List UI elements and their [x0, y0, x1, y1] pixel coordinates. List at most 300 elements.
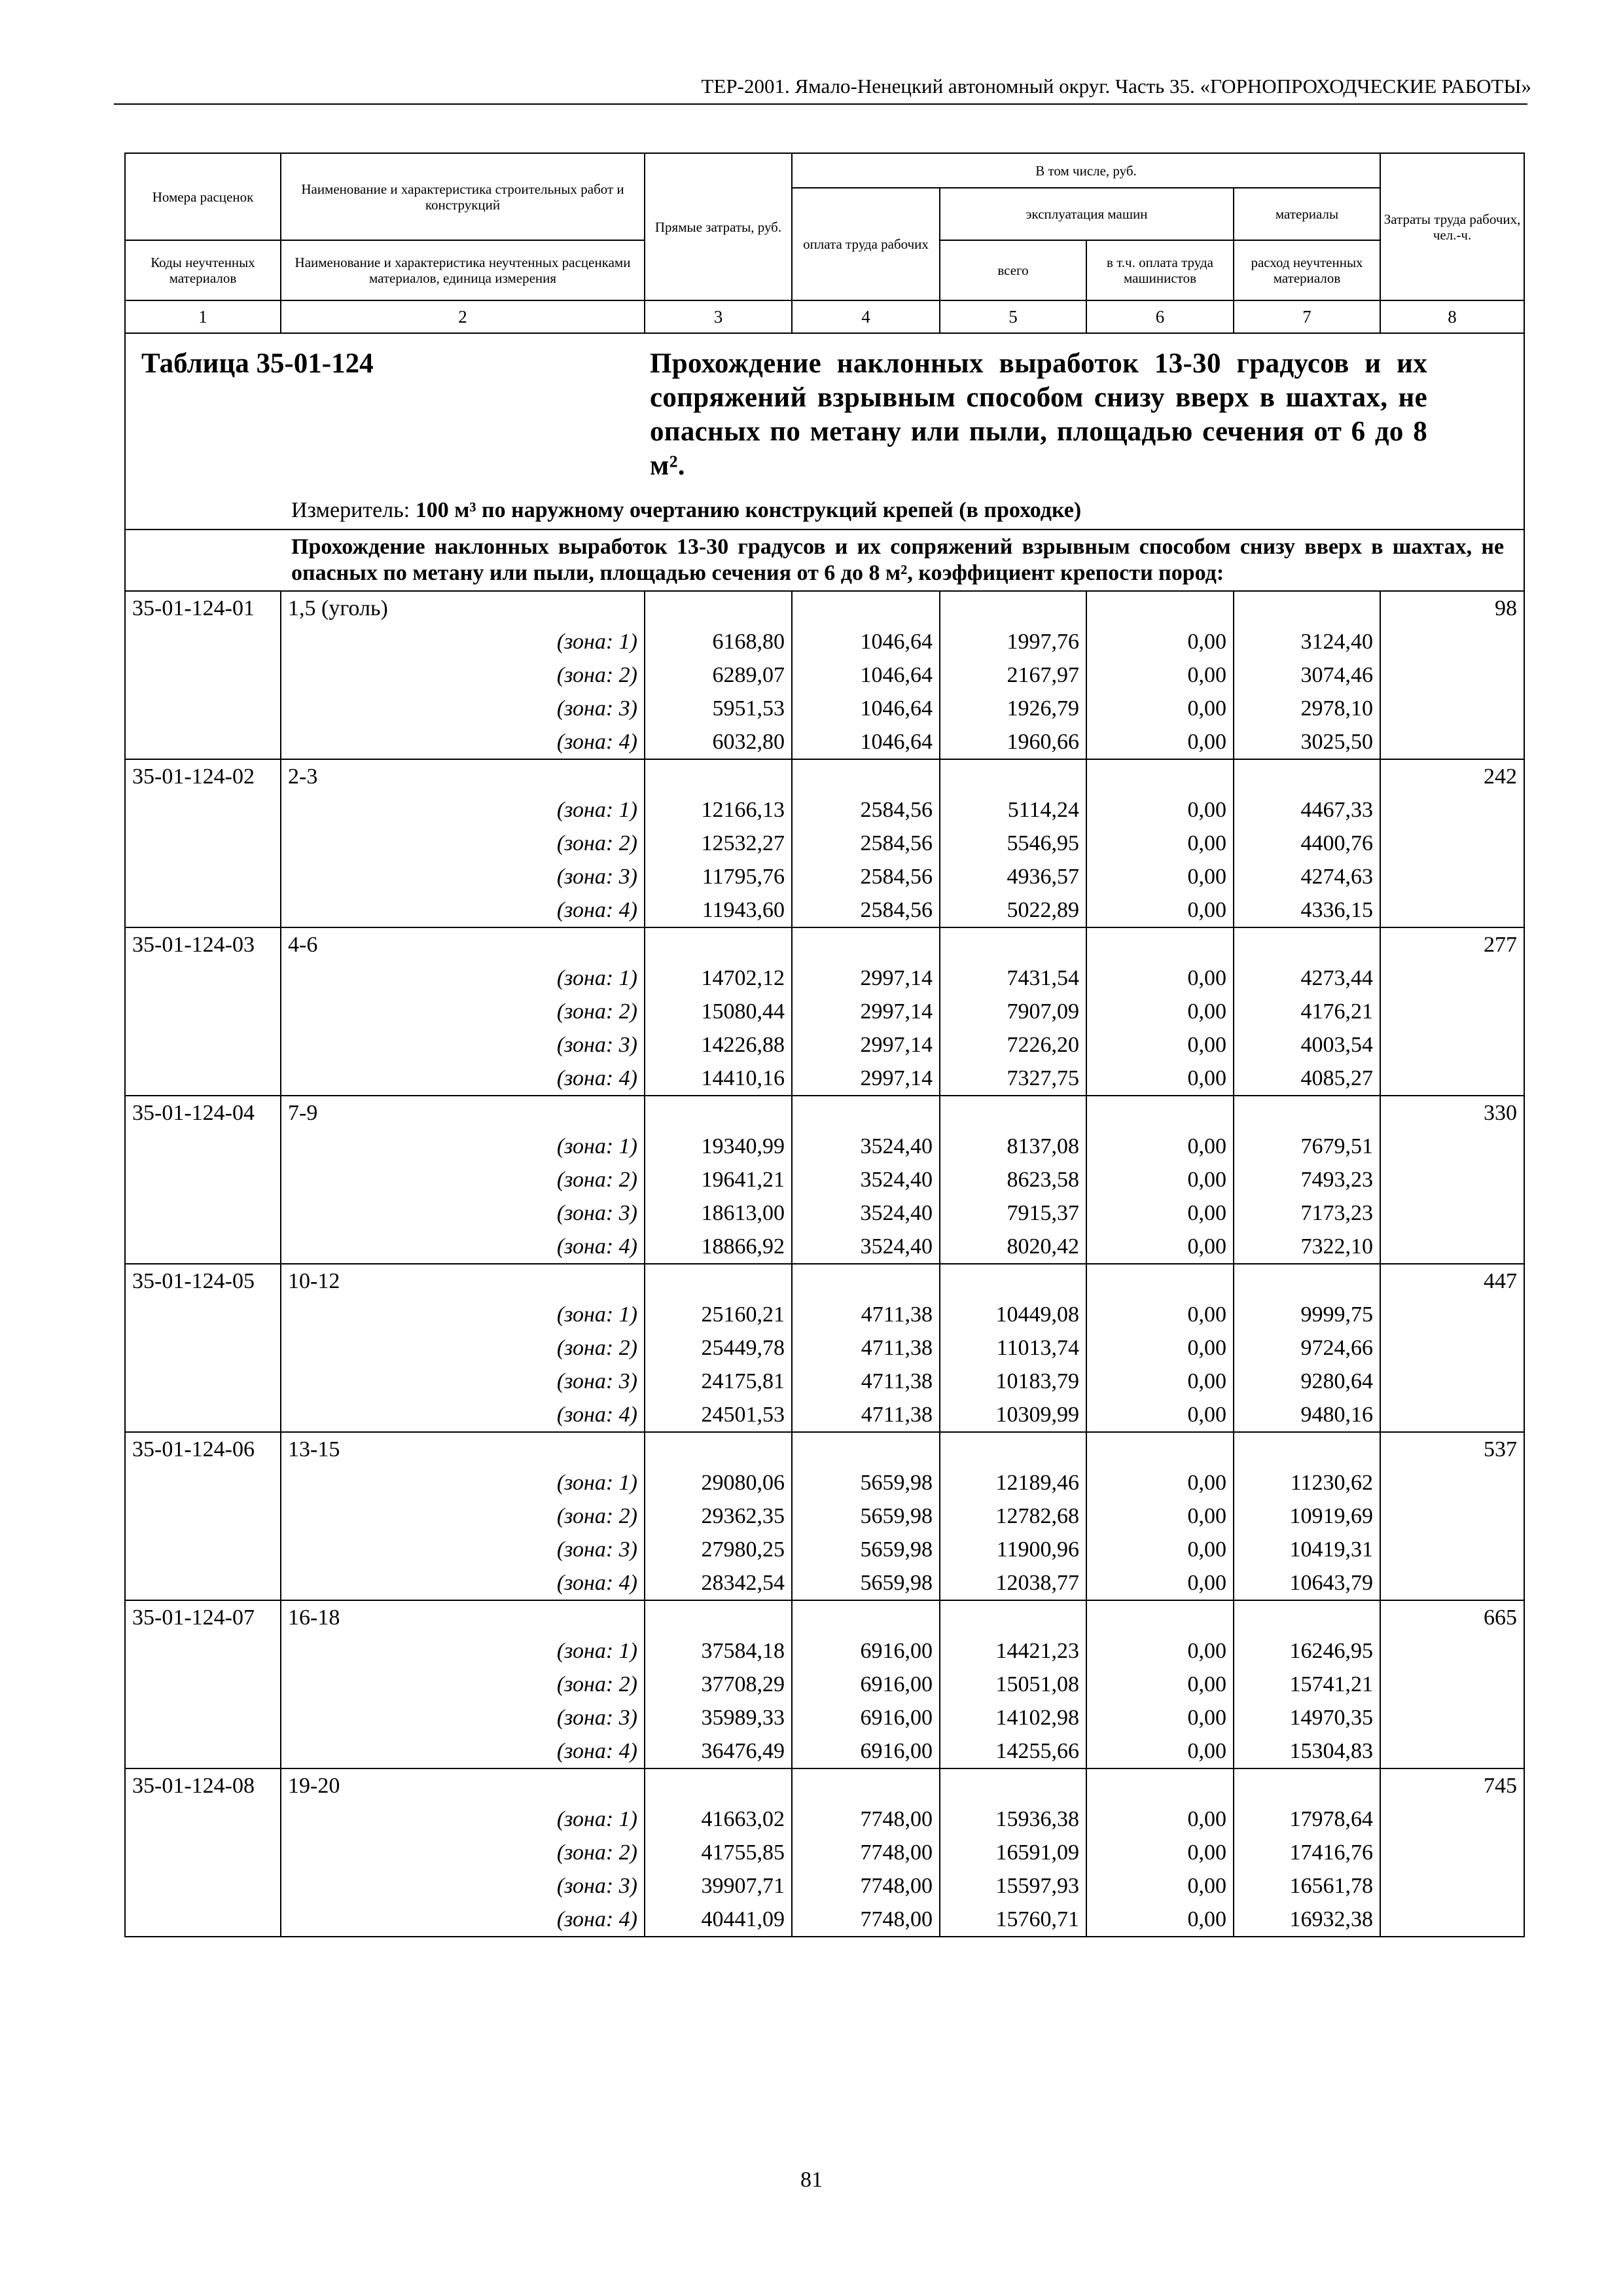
empty-cell	[125, 1533, 281, 1566]
zone-row	[125, 860, 1524, 893]
column-number: 6	[1086, 300, 1234, 333]
table-row	[125, 1096, 1524, 1130]
header-col8: Затраты труда рабочих, чел.-ч.	[1380, 153, 1524, 300]
worker-pay: 5659,98	[792, 1566, 940, 1600]
zone-label: (зона: 4)	[281, 1230, 645, 1264]
zone-row	[125, 1634, 1524, 1668]
header-materials: материалы	[1234, 188, 1380, 240]
machine-cost: 7915,37	[940, 1196, 1086, 1230]
worker-pay: 7748,00	[792, 1803, 940, 1836]
empty-cell	[125, 1196, 281, 1230]
section-subheading: Прохождение наклонных выработок 13-30 градусов и их сопряжений взрывным способом снизу вверх в шахтах, не опасных по метану или пыли, площадью сечения от 6 до 8 м², коэффициент крепости пород:	[125, 529, 1524, 591]
machinist-pay: 0,00	[1086, 1466, 1234, 1499]
machinist-pay: 0,00	[1086, 995, 1234, 1028]
empty-cell	[1380, 1196, 1524, 1230]
zone-label: (зона: 2)	[281, 1163, 645, 1196]
rate-name: 16-18	[281, 1600, 645, 1634]
zone-row	[125, 1903, 1524, 1937]
zone-row	[125, 1230, 1524, 1264]
machinist-pay: 0,00	[1086, 1566, 1234, 1600]
direct-cost: 14702,12	[645, 961, 792, 995]
empty-cell	[1380, 1230, 1524, 1264]
zone-row	[125, 1163, 1524, 1196]
table-row	[125, 1432, 1524, 1466]
empty-cell	[940, 1096, 1086, 1130]
worker-pay: 7748,00	[792, 1836, 940, 1869]
machine-cost: 12782,68	[940, 1499, 1086, 1533]
direct-cost: 28342,54	[645, 1566, 792, 1600]
empty-cell	[645, 759, 792, 793]
direct-cost: 40441,09	[645, 1903, 792, 1937]
machine-cost: 14102,98	[940, 1701, 1086, 1734]
worker-pay: 2584,56	[792, 827, 940, 860]
labor-cost: 277	[1380, 927, 1524, 961]
column-number: 7	[1234, 300, 1380, 333]
machine-cost: 2167,97	[940, 658, 1086, 692]
empty-cell	[1380, 1398, 1524, 1432]
direct-cost: 37584,18	[645, 1634, 792, 1668]
zone-row	[125, 1869, 1524, 1903]
machinist-pay: 0,00	[1086, 961, 1234, 995]
rate-name: 1,5 (уголь)	[281, 591, 645, 625]
machinist-pay: 0,00	[1086, 1499, 1234, 1533]
direct-cost: 19641,21	[645, 1163, 792, 1196]
zone-label: (зона: 4)	[281, 1734, 645, 1768]
direct-cost: 24175,81	[645, 1365, 792, 1398]
empty-cell	[1380, 1130, 1524, 1163]
empty-cell	[1380, 1734, 1524, 1768]
zone-row	[125, 1298, 1524, 1331]
machinist-pay: 0,00	[1086, 1298, 1234, 1331]
worker-pay: 3524,40	[792, 1130, 940, 1163]
zone-row	[125, 658, 1524, 692]
empty-cell	[125, 1869, 281, 1903]
rate-code: 35-01-124-07	[125, 1600, 281, 1634]
zone-label: (зона: 4)	[281, 1062, 645, 1096]
empty-cell	[125, 1634, 281, 1668]
empty-cell	[940, 1264, 1086, 1298]
empty-cell	[125, 658, 281, 692]
materials-cost: 4400,76	[1234, 827, 1380, 860]
empty-cell	[1234, 1432, 1380, 1466]
machine-cost: 12038,77	[940, 1566, 1086, 1600]
header-rule	[114, 103, 1527, 105]
empty-cell	[1380, 625, 1524, 658]
empty-cell	[1086, 591, 1234, 625]
empty-cell	[1380, 1365, 1524, 1398]
rates-table	[124, 152, 1525, 1937]
header-col7: расход неучтенных материалов	[1234, 240, 1380, 300]
empty-cell	[1380, 692, 1524, 725]
column-number: 5	[940, 300, 1086, 333]
direct-cost: 6032,80	[645, 725, 792, 759]
zone-label: (зона: 3)	[281, 692, 645, 725]
zone-label: (зона: 3)	[281, 1196, 645, 1230]
rate-code: 35-01-124-06	[125, 1432, 281, 1466]
header-col5: всего	[940, 240, 1086, 300]
empty-cell	[645, 1432, 792, 1466]
materials-cost: 3124,40	[1234, 625, 1380, 658]
labor-cost: 537	[1380, 1432, 1524, 1466]
rate-code: 35-01-124-04	[125, 1096, 281, 1130]
column-number: 8	[1380, 300, 1524, 333]
machine-cost: 5022,89	[940, 893, 1086, 927]
labor-cost: 447	[1380, 1264, 1524, 1298]
zone-label: (зона: 1)	[281, 961, 645, 995]
measure-line	[291, 496, 1081, 525]
worker-pay: 1046,64	[792, 692, 940, 725]
zone-row	[125, 827, 1524, 860]
header-col2-bottom: Наименование и характеристика неучтенных расценками материалов, единица измерения	[281, 240, 645, 300]
zone-label: (зона: 1)	[281, 1298, 645, 1331]
zone-label: (зона: 2)	[281, 1668, 645, 1701]
materials-cost: 11230,62	[1234, 1466, 1380, 1499]
worker-pay: 2997,14	[792, 961, 940, 995]
machine-cost: 16591,09	[940, 1836, 1086, 1869]
empty-cell	[125, 995, 281, 1028]
empty-cell	[645, 927, 792, 961]
materials-cost: 4273,44	[1234, 961, 1380, 995]
machinist-pay: 0,00	[1086, 625, 1234, 658]
empty-cell	[1380, 1466, 1524, 1499]
worker-pay: 5659,98	[792, 1499, 940, 1533]
zone-row	[125, 1398, 1524, 1432]
machine-cost: 14255,66	[940, 1734, 1086, 1768]
worker-pay: 1046,64	[792, 725, 940, 759]
header-col6: в т.ч. оплата труда машинистов	[1086, 240, 1234, 300]
empty-cell	[1380, 1869, 1524, 1903]
materials-cost: 2978,10	[1234, 692, 1380, 725]
zone-label: (зона: 3)	[281, 1533, 645, 1566]
zone-label: (зона: 2)	[281, 827, 645, 860]
direct-cost: 25449,78	[645, 1331, 792, 1365]
empty-cell	[940, 927, 1086, 961]
machinist-pay: 0,00	[1086, 860, 1234, 893]
materials-cost: 14970,35	[1234, 1701, 1380, 1734]
rate-name: 7-9	[281, 1096, 645, 1130]
rate-name: 10-12	[281, 1264, 645, 1298]
machinist-pay: 0,00	[1086, 827, 1234, 860]
machine-cost: 1960,66	[940, 725, 1086, 759]
labor-cost: 330	[1380, 1096, 1524, 1130]
materials-cost: 4274,63	[1234, 860, 1380, 893]
zone-label: (зона: 1)	[281, 1466, 645, 1499]
empty-cell	[125, 1836, 281, 1869]
empty-cell	[940, 1768, 1086, 1803]
zone-row	[125, 961, 1524, 995]
empty-cell	[645, 1768, 792, 1803]
empty-cell	[1234, 927, 1380, 961]
materials-cost: 15304,83	[1234, 1734, 1380, 1768]
empty-cell	[125, 1298, 281, 1331]
machinist-pay: 0,00	[1086, 1365, 1234, 1398]
materials-cost: 4003,54	[1234, 1028, 1380, 1062]
worker-pay: 5659,98	[792, 1533, 940, 1566]
direct-cost: 35989,33	[645, 1701, 792, 1734]
column-number: 1	[125, 300, 281, 333]
zone-row	[125, 1734, 1524, 1768]
machine-cost: 8020,42	[940, 1230, 1086, 1264]
materials-cost: 3074,46	[1234, 658, 1380, 692]
machine-cost: 7327,75	[940, 1062, 1086, 1096]
empty-cell	[1380, 1836, 1524, 1869]
machine-cost: 15051,08	[940, 1668, 1086, 1701]
machinist-pay: 0,00	[1086, 1533, 1234, 1566]
machinist-pay: 0,00	[1086, 658, 1234, 692]
empty-cell	[792, 1096, 940, 1130]
direct-cost: 12532,27	[645, 827, 792, 860]
empty-cell	[125, 1566, 281, 1600]
zone-row	[125, 692, 1524, 725]
empty-cell	[125, 1331, 281, 1365]
rate-name: 13-15	[281, 1432, 645, 1466]
zone-row	[125, 1803, 1524, 1836]
zone-row	[125, 1533, 1524, 1566]
machinist-pay: 0,00	[1086, 1701, 1234, 1734]
empty-cell	[1380, 1163, 1524, 1196]
empty-cell	[645, 1264, 792, 1298]
machinist-pay: 0,00	[1086, 1331, 1234, 1365]
materials-cost: 9480,16	[1234, 1398, 1380, 1432]
empty-cell	[940, 759, 1086, 793]
empty-cell	[1380, 658, 1524, 692]
machinist-pay: 0,00	[1086, 1398, 1234, 1432]
empty-cell	[792, 1264, 940, 1298]
empty-cell	[1086, 1096, 1234, 1130]
zone-row	[125, 995, 1524, 1028]
machinist-pay: 0,00	[1086, 1062, 1234, 1096]
machine-cost: 1926,79	[940, 692, 1086, 725]
worker-pay: 2584,56	[792, 860, 940, 893]
zone-row	[125, 893, 1524, 927]
table-id: Таблица 35-01-124	[141, 348, 374, 379]
materials-cost: 17416,76	[1234, 1836, 1380, 1869]
header-group: В том числе, руб.	[792, 153, 1380, 188]
empty-cell	[1380, 1903, 1524, 1937]
direct-cost: 11795,76	[645, 860, 792, 893]
table-title: Прохождение наклонных выработок 13-30 градусов и их сопряжений взрывным способом снизу вверх в шахтах, не опасных по метану или пыли, площадью сечения от 6 до 8 м².	[650, 348, 1427, 481]
machine-cost: 14421,23	[940, 1634, 1086, 1668]
machinist-pay: 0,00	[1086, 1903, 1234, 1937]
worker-pay: 2584,56	[792, 793, 940, 827]
direct-cost: 19340,99	[645, 1130, 792, 1163]
zone-row	[125, 1466, 1524, 1499]
empty-cell	[940, 1600, 1086, 1634]
materials-cost: 15741,21	[1234, 1668, 1380, 1701]
rate-code: 35-01-124-01	[125, 591, 281, 625]
column-number: 2	[281, 300, 645, 333]
machinist-pay: 0,00	[1086, 1028, 1234, 1062]
empty-cell	[1380, 1028, 1524, 1062]
direct-cost: 6289,07	[645, 658, 792, 692]
empty-cell	[125, 1163, 281, 1196]
worker-pay: 2584,56	[792, 893, 940, 927]
zone-label: (зона: 2)	[281, 658, 645, 692]
zone-label: (зона: 3)	[281, 1869, 645, 1903]
worker-pay: 1046,64	[792, 625, 940, 658]
machine-cost: 7226,20	[940, 1028, 1086, 1062]
empty-cell	[792, 927, 940, 961]
empty-cell	[125, 827, 281, 860]
materials-cost: 4467,33	[1234, 793, 1380, 827]
machinist-pay: 0,00	[1086, 1803, 1234, 1836]
header-col1-top: Номера расценок	[125, 153, 281, 240]
zone-row	[125, 625, 1524, 658]
empty-cell	[1380, 961, 1524, 995]
zone-row	[125, 1566, 1524, 1600]
empty-cell	[1380, 1566, 1524, 1600]
materials-cost: 7493,23	[1234, 1163, 1380, 1196]
header-col3: Прямые затраты, руб.	[645, 153, 792, 300]
worker-pay: 5659,98	[792, 1466, 940, 1499]
materials-cost: 17978,64	[1234, 1803, 1380, 1836]
worker-pay: 1046,64	[792, 658, 940, 692]
direct-cost: 36476,49	[645, 1734, 792, 1768]
machine-cost: 15760,71	[940, 1903, 1086, 1937]
machine-cost: 1997,76	[940, 625, 1086, 658]
machine-cost: 12189,46	[940, 1466, 1086, 1499]
machine-cost: 8623,58	[940, 1163, 1086, 1196]
empty-cell	[1380, 1331, 1524, 1365]
materials-cost: 9999,75	[1234, 1298, 1380, 1331]
table-row	[125, 591, 1524, 625]
direct-cost: 5951,53	[645, 692, 792, 725]
zone-label: (зона: 4)	[281, 1398, 645, 1432]
machine-cost: 8137,08	[940, 1130, 1086, 1163]
zone-label: (зона: 4)	[281, 1903, 645, 1937]
machine-cost: 15597,93	[940, 1869, 1086, 1903]
machinist-pay: 0,00	[1086, 1869, 1234, 1903]
zone-label: (зона: 1)	[281, 1634, 645, 1668]
direct-cost: 27980,25	[645, 1533, 792, 1566]
materials-cost: 9724,66	[1234, 1331, 1380, 1365]
empty-cell	[1380, 893, 1524, 927]
materials-cost: 4085,27	[1234, 1062, 1380, 1096]
header-machines: эксплуатация машин	[940, 188, 1234, 240]
zone-label: (зона: 2)	[281, 1499, 645, 1533]
empty-cell	[1380, 1499, 1524, 1533]
empty-cell	[1086, 1768, 1234, 1803]
empty-cell	[645, 1096, 792, 1130]
direct-cost: 18866,92	[645, 1230, 792, 1264]
measure-text: 100 м³ по наружному очертанию конструкций крепей (в проходке)	[415, 498, 1082, 522]
machine-cost: 11013,74	[940, 1331, 1086, 1365]
materials-cost: 9280,64	[1234, 1365, 1380, 1398]
empty-cell	[792, 759, 940, 793]
empty-cell	[1234, 591, 1380, 625]
machinist-pay: 0,00	[1086, 725, 1234, 759]
direct-cost: 18613,00	[645, 1196, 792, 1230]
page-number: 81	[800, 2168, 823, 2192]
empty-cell	[125, 1499, 281, 1533]
zone-label: (зона: 1)	[281, 1130, 645, 1163]
worker-pay: 3524,40	[792, 1163, 940, 1196]
direct-cost: 39907,71	[645, 1869, 792, 1903]
empty-cell	[125, 1803, 281, 1836]
empty-cell	[125, 1028, 281, 1062]
empty-cell	[125, 893, 281, 927]
worker-pay: 7748,00	[792, 1869, 940, 1903]
empty-cell	[1380, 995, 1524, 1028]
direct-cost: 6168,80	[645, 625, 792, 658]
direct-cost: 37708,29	[645, 1668, 792, 1701]
zone-label: (зона: 1)	[281, 625, 645, 658]
table-row	[125, 1600, 1524, 1634]
machinist-pay: 0,00	[1086, 1230, 1234, 1264]
zone-label: (зона: 1)	[281, 793, 645, 827]
zone-row	[125, 1499, 1524, 1533]
zone-row	[125, 1701, 1524, 1734]
zone-label: (зона: 3)	[281, 860, 645, 893]
empty-cell	[125, 1903, 281, 1937]
empty-cell	[792, 1768, 940, 1803]
zone-row	[125, 1668, 1524, 1701]
direct-cost: 29080,06	[645, 1466, 792, 1499]
worker-pay: 3524,40	[792, 1196, 940, 1230]
machine-cost: 7431,54	[940, 961, 1086, 995]
empty-cell	[1234, 1096, 1380, 1130]
machine-cost: 7907,09	[940, 995, 1086, 1028]
empty-cell	[1380, 1634, 1524, 1668]
machinist-pay: 0,00	[1086, 893, 1234, 927]
table-row	[125, 759, 1524, 793]
empty-cell	[1380, 1298, 1524, 1331]
empty-cell	[1086, 1432, 1234, 1466]
empty-cell	[1234, 1264, 1380, 1298]
materials-cost: 4176,21	[1234, 995, 1380, 1028]
empty-cell	[1380, 1701, 1524, 1734]
machinist-pay: 0,00	[1086, 1634, 1234, 1668]
empty-cell	[1086, 927, 1234, 961]
machinist-pay: 0,00	[1086, 692, 1234, 725]
zone-label: (зона: 2)	[281, 1331, 645, 1365]
table-row	[125, 927, 1524, 961]
header-col4: оплата труда рабочих	[792, 188, 940, 300]
empty-cell	[125, 793, 281, 827]
machine-cost: 5546,95	[940, 827, 1086, 860]
materials-cost: 10643,79	[1234, 1566, 1380, 1600]
rate-code: 35-01-124-03	[125, 927, 281, 961]
machinist-pay: 0,00	[1086, 1734, 1234, 1768]
machine-cost: 10183,79	[940, 1365, 1086, 1398]
worker-pay: 2997,14	[792, 1028, 940, 1062]
zone-label: (зона: 2)	[281, 995, 645, 1028]
empty-cell	[125, 1466, 281, 1499]
materials-cost: 7679,51	[1234, 1130, 1380, 1163]
header-col2-top: Наименование и характеристика строительных работ и конструкций	[281, 153, 645, 240]
empty-cell	[645, 1600, 792, 1634]
empty-cell	[125, 692, 281, 725]
machine-cost: 10309,99	[940, 1398, 1086, 1432]
zone-row	[125, 1062, 1524, 1096]
materials-cost: 10419,31	[1234, 1533, 1380, 1566]
materials-cost: 16246,95	[1234, 1634, 1380, 1668]
machine-cost: 11900,96	[940, 1533, 1086, 1566]
zone-label: (зона: 4)	[281, 1566, 645, 1600]
empty-cell	[1380, 1533, 1524, 1566]
direct-cost: 25160,21	[645, 1298, 792, 1331]
empty-cell	[125, 961, 281, 995]
empty-cell	[1234, 1768, 1380, 1803]
direct-cost: 41755,85	[645, 1836, 792, 1869]
zone-row	[125, 1365, 1524, 1398]
column-number: 3	[645, 300, 792, 333]
empty-cell	[792, 591, 940, 625]
machinist-pay: 0,00	[1086, 1836, 1234, 1869]
worker-pay: 7748,00	[792, 1903, 940, 1937]
empty-cell	[1380, 1803, 1524, 1836]
empty-cell	[1234, 759, 1380, 793]
